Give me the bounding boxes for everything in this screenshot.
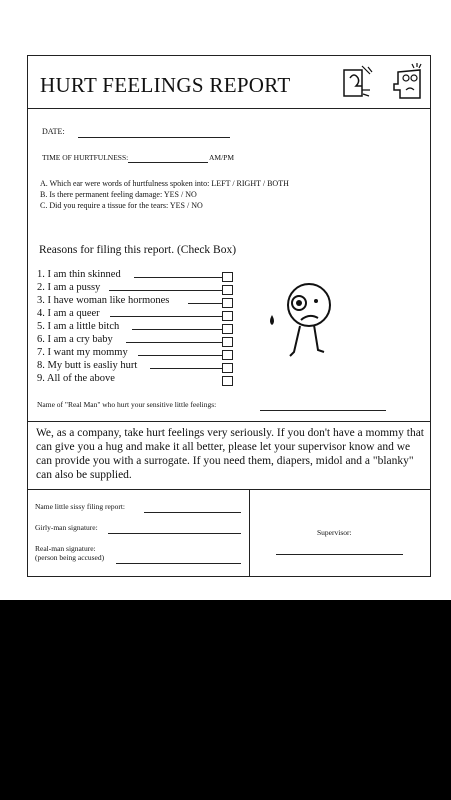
supervisor-label: Supervisor: <box>317 528 352 537</box>
reason-checkbox-8[interactable] <box>222 363 233 373</box>
girly-signature-label: Girly-man signature: <box>35 523 98 532</box>
statement-text: We, as a company, take hurt feelings very seriously. If you don't have a mommy that can give you a hug and make it all better, please let your supervisor know and we can provide you with a surrogate. If you need them, diapers, midol and a "blanky" can also be supplied. <box>36 427 424 481</box>
report-title: HURT FEELINGS REPORT <box>40 73 291 97</box>
sissy-name-label: Name little sissy filing report: <box>35 502 125 511</box>
reason-leader <box>188 303 222 304</box>
question-b: B. Is there permanent feeling damage: YES / NO <box>40 190 197 199</box>
realman-signature-note: (person being accused) <box>35 553 105 562</box>
sad-stick-figure-icon <box>264 282 344 372</box>
reason-item-2: 2. I am a pussy <box>37 282 101 293</box>
reason-leader <box>134 277 222 278</box>
realman-signature-label: Real-man signature: <box>35 544 96 553</box>
hand-slap-icon <box>340 64 376 100</box>
reason-item-4: 4. I am a queer <box>37 308 100 319</box>
realman-signature-field[interactable] <box>116 563 241 564</box>
time-suffix: AM/PM <box>209 153 235 162</box>
reason-leader <box>150 368 222 369</box>
real-man-label: Name of "Real Man" who hurt your sensitive little feelings: <box>37 400 217 409</box>
reason-checkbox-6[interactable] <box>222 337 233 347</box>
reason-item-9: 9. All of the above <box>37 373 115 384</box>
time-label: TIME OF HURTFULNESS: <box>42 153 129 162</box>
reason-leader <box>132 329 222 330</box>
question-a: A. Which ear were words of hurtfulness spoken into: LEFT / RIGHT / BOTH <box>40 179 289 188</box>
reasons-title: Reasons for filing this report. (Check Box) <box>39 244 237 256</box>
reason-leader <box>110 316 222 317</box>
reason-checkbox-1[interactable] <box>222 272 233 282</box>
crying-face-icon <box>386 62 426 102</box>
report-form <box>27 55 431 577</box>
statement-divider-bottom <box>28 489 430 490</box>
reason-checkbox-7[interactable] <box>222 350 233 360</box>
reason-leader <box>126 342 222 343</box>
reason-item-5: 5. I am a little bitch <box>37 321 120 332</box>
reason-item-1: 1. I am thin skinned <box>37 269 121 280</box>
reason-checkbox-5[interactable] <box>222 324 233 334</box>
sissy-name-field[interactable] <box>144 512 241 513</box>
date-field[interactable] <box>78 137 230 138</box>
reason-leader <box>138 355 222 356</box>
reason-item-3: 3. I have woman like hormones <box>37 295 170 306</box>
reason-checkbox-9[interactable] <box>222 376 233 386</box>
supervisor-divider <box>249 489 250 577</box>
reason-item-8: 8. My butt is easliy hurt <box>37 360 138 371</box>
reason-checkbox-4[interactable] <box>222 311 233 321</box>
time-field[interactable] <box>128 162 208 163</box>
date-label: DATE: <box>42 127 65 136</box>
statement-divider-top <box>28 421 430 422</box>
reason-item-7: 7. I want my mommy <box>37 347 128 358</box>
reason-checkbox-3[interactable] <box>222 298 233 308</box>
reason-leader <box>109 290 222 291</box>
header-divider <box>28 108 430 109</box>
real-man-field[interactable] <box>260 410 386 411</box>
girly-signature-field[interactable] <box>108 533 241 534</box>
question-c: C. Did you require a tissue for the tears: YES / NO <box>40 201 203 210</box>
supervisor-field[interactable] <box>276 554 403 555</box>
reason-checkbox-2[interactable] <box>222 285 233 295</box>
reason-item-6: 6. I am a cry baby <box>37 334 113 345</box>
